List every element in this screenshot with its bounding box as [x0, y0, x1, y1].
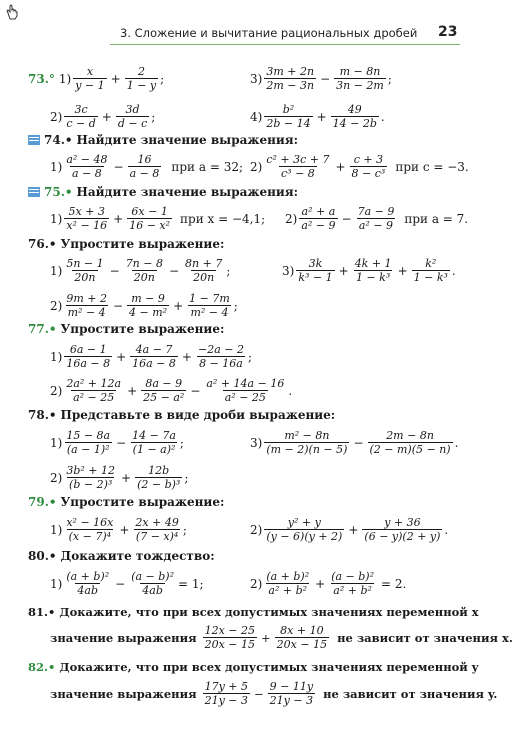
problem-78-title [28, 408, 335, 422]
fraction: $\frac{9 - 11y}{21y - 3}$ [269, 680, 314, 707]
problem-number: 76.• [28, 237, 57, 251]
fraction: $\frac{5x + 3}{\text{x² − 16}}$ [66, 205, 108, 232]
problem-number: 78.• [28, 408, 57, 422]
problem-73-row-1b: 3) $\frac{3m + 2n}{2m - 3n}$ − $\frac{m - 8n}{3n - 2m}$ ; [250, 65, 392, 92]
problem-number: 77.• [28, 322, 57, 336]
header-rule [110, 44, 460, 45]
fraction: $\frac{17y + 5}{21y - 3}$ [204, 680, 249, 707]
fraction: $\frac{49}{14 - 2b}$ [332, 103, 377, 130]
problem-74-row: 1) $\frac{\text{a² − 48}}{a - 8}$ − $\frac{16}{a - 8}$ при a = 32; [50, 153, 244, 180]
fraction: $\frac{3c}{c - d}$ [66, 103, 96, 130]
problem-instruction: Упростите выражение: [60, 322, 225, 336]
fraction: $\frac{c + 3}{\text{8 − c³}}$ [351, 153, 386, 180]
fraction: $\frac{\text{2a² + 12a}}{\text{a² − 25}}$ [66, 377, 122, 404]
hand-pointer-icon [4, 4, 20, 20]
problem-73-row-2: 2) $\frac{3c}{c - d}$ + $\frac{3d}{d - c}$ ; [50, 103, 156, 130]
problem-instruction: Представьте в виде дроби выражение: [60, 408, 336, 422]
fraction: $\frac{8a - 9}{\text{25 − a²}}$ [143, 377, 185, 404]
fraction: $\frac{2}{1 - y}$ [126, 65, 157, 92]
fraction: $\frac{m - 9}{\text{4 − m²}}$ [129, 292, 168, 319]
problem-78-row-1: 1) $\frac{15 - 8a}{\text{(a − 1)²}}$ − $\frac{14 - 7a}{\text{(1 − a)²}}$ ; [50, 429, 184, 456]
fraction: $\frac{7a - 9}{\text{a² − 9}}$ [357, 205, 395, 232]
fraction: $\frac{\text{a² + a}}{\text{a² − 9}}$ [301, 205, 336, 232]
problem-76-row-2: 2) $\frac{9m + 2}{\text{m² − 4}}$ − $\frac{m - 9}{\text{4 − m²}}$ + $\frac{1 - 7m}{\text{m² − 4}}$ ; [50, 292, 238, 319]
fraction: $\frac{14 - 7a}{\text{(1 − a)²}}$ [132, 429, 176, 456]
problem-number: 73.° [28, 71, 55, 86]
fraction: $\frac{12b}{\text{(2 − b)³}}$ [137, 464, 181, 491]
fraction: $\frac{7n - 8}{20n}$ [125, 257, 163, 284]
problem-80-row-b: 2) $\frac{\text{(a + b)²}}{\text{a² + b²}}$ + $\frac{\text{(a − b)²}}{\text{a² + b²}}$ = 2. [250, 570, 407, 597]
problem-number: 75.• [44, 185, 73, 199]
book-icon [28, 135, 40, 145]
problem-80-row: 1) $\frac{\text{(a + b)²}}{4ab}$ − $\frac{\text{(a − b)²}}{4ab}$ = 1; [50, 570, 204, 597]
fraction: $\frac{8n + 7}{20n}$ [185, 257, 223, 284]
problem-81-line-1 [28, 605, 479, 619]
problem-76-row-1b: 3) $\frac{3k}{\text{k³ − 1}}$ + $\frac{4k + 1}{\text{1 − k³}}$ + $\frac{\text{k²}}{\text{1 − k³}}$ . [282, 257, 456, 284]
problem-75-row: 1) $\frac{5x + 3}{\text{x² − 16}}$ + $\frac{6x - 1}{\text{16 − x²}}$ при x = −4,1; [50, 205, 266, 232]
fraction: $\frac{2m - 8n}{(2 - m)(5 - n)}$ [369, 429, 451, 456]
fraction: $\frac{4a - 7}{16a - 8}$ [132, 343, 176, 370]
fraction: $\frac{m - 8n}{3n - 2m}$ [336, 65, 384, 92]
fraction: $\frac{\text{(a − b)²}}{\text{a² + b²}}$ [331, 570, 375, 597]
problem-77-title [28, 322, 224, 336]
problem-instruction: Найдите значение выражения: [76, 185, 299, 199]
item-label: 2) [50, 109, 63, 124]
fraction: $\frac{y + 36}{(6 - y)(2 + y)}$ [364, 516, 441, 543]
problem-instruction: Найдите значение выражения: [76, 133, 299, 147]
fraction: $\frac{\text{k²}}{\text{1 − k³}}$ [413, 257, 448, 284]
fraction: $\frac{\text{a² + 14a − 16}}{\text{a² − 25}}$ [206, 377, 285, 404]
fraction: $\frac{\text{b²}}{2b - 14}$ [266, 103, 311, 130]
fraction: $\frac{x}{y - 1}$ [75, 65, 105, 92]
problem-instruction: Упростите выражение: [60, 495, 225, 509]
problem-75-title [28, 185, 298, 199]
problem-82-line-2: значение выражения $\frac{17y + 5}{21y - 3}$ − $\frac{9 - 11y}{21y - 3}$ не зависит от значения y. [50, 680, 498, 707]
fraction: $\frac{5n - 1}{20n}$ [66, 257, 104, 284]
problem-instruction: Докажите тождество: [60, 549, 215, 563]
fraction: $\frac{8x + 10}{20x - 15}$ [276, 624, 328, 651]
page-header [0, 0, 493, 46]
fraction: $\frac{4k + 1}{\text{1 − k³}}$ [354, 257, 392, 284]
problem-82-line-1 [28, 660, 479, 674]
fraction: $\frac{12x - 25}{20x - 15}$ [204, 624, 256, 651]
fraction: $\frac{3k}{\text{k³ − 1}}$ [298, 257, 333, 284]
fraction: $\frac{16}{a - 8}$ [129, 153, 160, 180]
book-icon [28, 187, 40, 197]
item-label: 4) [250, 109, 263, 124]
fraction: $\frac{1 - 7m}{\text{m² − 4}}$ [189, 292, 230, 319]
fraction: $\frac{2x + 49}{\text{(7 − x)⁴}}$ [135, 516, 179, 543]
fraction: $\frac{6x - 1}{\text{16 − x²}}$ [129, 205, 171, 232]
fraction: $\frac{\text{a² − 48}}{a - 8}$ [66, 153, 108, 180]
item-label: 3) [250, 71, 263, 86]
problem-number: 74.• [44, 133, 73, 147]
problem-73-row-2b: 4) $\frac{\text{b²}}{2b - 14}$ + $\frac{49}{14 - 2b}$ . [250, 103, 385, 130]
problem-74-title [28, 133, 298, 147]
problem-76-row-1: 1) $\frac{5n - 1}{20n}$ − $\frac{7n - 8}{20n}$ − $\frac{8n + 7}{20n}$ ; [50, 257, 231, 284]
problem-79-row-b: 2) $\frac{\text{y² + y}}{(y - 6)(y + 2)}$ + $\frac{y + 36}{(6 - y)(2 + y)}$ . [250, 516, 449, 543]
problem-79-row: 1) $\frac{\text{x² − 16x}}{\text{(x − 7)⁴}}$ + $\frac{2x + 49}{\text{(7 − x)⁴}}$ ; [50, 516, 187, 543]
fraction: $\frac{-2a - 2}{8 - 16a}$ [197, 343, 244, 370]
problem-number: 82.• [28, 660, 56, 674]
fraction: $\frac{\text{c² + 3c + 7}}{\text{c³ − 8}}$ [266, 153, 330, 180]
problem-77-row-2: 2) $\frac{\text{2a² + 12a}}{\text{a² − 25}}$ + $\frac{8a - 9}{\text{25 − a²}}$ − $\frac{\text{a² + 14a − 16}}{\text{a² − 25}}$ . [50, 377, 293, 404]
fraction: $\frac{\text{x² − 16x}}{\text{(x − 7)⁴}}$ [66, 516, 114, 543]
fraction: $\frac{3d}{d - c}$ [117, 103, 148, 130]
fraction: $\frac{\text{(a + b)²}}{4ab}$ [66, 570, 110, 597]
problem-78-row-1b: 3) $\frac{\text{m² − 8n}}{(m - 2)(n - 5)}$ − $\frac{2m - 8n}{(2 - m)(5 - n)}$ . [250, 429, 459, 456]
fraction: $\frac{3m + 2n}{2m - 3n}$ [266, 65, 315, 92]
problem-80-title [28, 549, 215, 563]
problem-74-row-b: 2) $\frac{\text{c² + 3c + 7}}{\text{c³ − 8}}$ + $\frac{c + 3}{\text{8 − c³}}$ при c = −3. [250, 153, 469, 180]
fraction: $\frac{15 - 8a}{\text{(a − 1)²}}$ [66, 429, 111, 456]
fraction: $\frac{\text{(a − b)²}}{4ab}$ [131, 570, 175, 597]
problem-78-row-2: 2) $\frac{\text{3b² + 12}}{\text{(b − 2)³}}$ + $\frac{12b}{\text{(2 − b)³}}$ ; [50, 464, 189, 491]
chapter-title: 3. Сложение и вычитание рациональных дробей [120, 26, 418, 40]
problem-77-row-1: 1) $\frac{6a - 1}{16a - 8}$ + $\frac{4a - 7}{16a - 8}$ + $\frac{-2a - 2}{8 - 16a}$ ; [50, 343, 253, 370]
item-label: 1) [58, 71, 72, 86]
problem-73-row-1: 73.° 1) $\frac{x}{y - 1}$ + $\frac{2}{1 - y}$ ; [28, 65, 165, 92]
fraction: $\frac{\text{y² + y}}{(y - 6)(y + 2)}$ [266, 516, 343, 543]
fraction: $\frac{\text{3b² + 12}}{\text{(b − 2)³}}$ [66, 464, 115, 491]
problem-81-line-2: значение выражения $\frac{12x - 25}{20x - 15}$ + $\frac{8x + 10}{20x - 15}$ не зависит от значения x. [50, 624, 513, 651]
fraction: $\frac{\text{(a + b)²}}{\text{a² + b²}}$ [266, 570, 310, 597]
problem-instruction: Упростите выражение: [60, 237, 225, 251]
problem-75-row-b: 2) $\frac{\text{a² + a}}{\text{a² − 9}}$ − $\frac{7a - 9}{\text{a² − 9}}$ при a = 7. [285, 205, 469, 232]
fraction: $\frac{9m + 2}{\text{m² − 4}}$ [66, 292, 107, 319]
problem-number: 79.• [28, 495, 57, 509]
problem-instruction: Докажите, что при всех допустимых значениях переменной x [59, 605, 479, 619]
fraction: $\frac{\text{m² − 8n}}{(m - 2)(n - 5)}$ [266, 429, 348, 456]
problem-number: 81.• [28, 605, 56, 619]
page-number: 23 [438, 24, 458, 40]
problem-number: 80.• [28, 549, 57, 563]
problem-79-title [28, 495, 224, 509]
problem-instruction: Докажите, что при всех допустимых значениях переменной y [59, 660, 479, 674]
fraction: $\frac{6a - 1}{16a - 8}$ [66, 343, 111, 370]
problem-76-title [28, 237, 224, 251]
